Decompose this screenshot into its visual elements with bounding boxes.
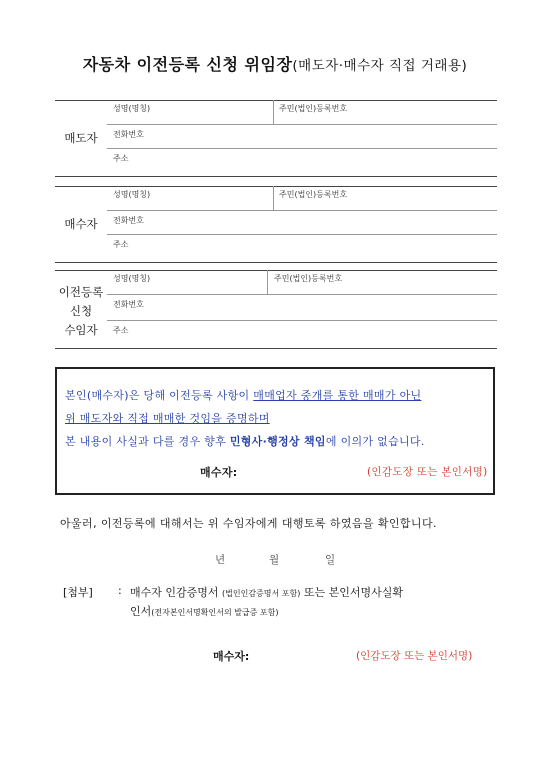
confirmation-text: 아울러, 이전등록에 대해서는 위 수임자에게 대행토록 하였음을 확인합니다.: [60, 517, 437, 530]
date-year: 년: [215, 554, 226, 566]
declaration-line-1: 본인(매수자)은 당해 이전등록 사항이 매매업자 중개를 통한 매매가 아닌: [65, 389, 422, 402]
date-day: 일: [325, 554, 336, 566]
attachment-colon: :: [118, 584, 122, 597]
declaration-line-3: 본 내용이 사실과 다를 경우 향후 민형사·행정상 책임에 이의가 없습니다.: [65, 435, 425, 448]
divider: [273, 186, 274, 211]
divider: [55, 262, 497, 263]
agent-section: [55, 270, 497, 349]
party-label: 매수자: [64, 217, 98, 231]
party-label: 매도자: [64, 131, 98, 145]
divider: [55, 186, 497, 187]
divider: [267, 270, 268, 295]
divider: [55, 100, 497, 101]
name-label: 성명(명칭): [113, 190, 151, 199]
divider: [273, 100, 274, 125]
divider: [55, 176, 497, 177]
buyer-section: [55, 186, 497, 263]
divider: [55, 348, 497, 349]
buyer-signer-label: 매수자:: [200, 466, 238, 479]
seller-section: [55, 100, 497, 177]
document-title: [0, 52, 550, 75]
title-main: 자동차 이전등록 신청 위임장: [82, 55, 293, 74]
id-number-label: 주민(법인)등록번호: [274, 274, 343, 283]
address-label: 주소: [113, 154, 129, 163]
phone-label: 전화번호: [113, 130, 144, 139]
phone-label: 전화번호: [113, 300, 144, 309]
divider: [107, 294, 497, 295]
declaration-line-2: 위 매도자와 직접 매매한 것임을 증명하며: [65, 412, 270, 425]
attachment-line-1: 매수자 인감증명서 (법인인감증명서 포함) 또는 본인서명사실확: [130, 586, 403, 599]
divider: [55, 270, 497, 271]
address-label: 주소: [113, 326, 129, 335]
divider: [107, 124, 497, 125]
title-sub: (매도자·매수자 직접 거래용): [292, 58, 468, 74]
address-label: 주소: [113, 240, 129, 249]
declaration-box: [55, 367, 495, 495]
seal-note: (인감도장 또는 본인서명): [367, 466, 488, 478]
divider: [107, 148, 497, 149]
footer-seal-note: (인감도장 또는 본인서명): [356, 650, 473, 662]
date-month: 월: [269, 554, 280, 566]
id-number-label: 주민(법인)등록번호: [279, 104, 348, 113]
attachment-label: [첨부]: [63, 586, 93, 599]
name-label: 성명(명칭): [113, 104, 151, 113]
name-label: 성명(명칭): [113, 274, 151, 283]
party-label: 이전등록 신청 수임자: [58, 285, 104, 337]
divider: [107, 320, 497, 321]
id-number-label: 주민(법인)등록번호: [279, 190, 348, 199]
divider: [107, 234, 497, 235]
footer-signer-label: 매수자:: [213, 650, 250, 663]
attachment-line-2: 인서(전자본인서명확인서의 발급증 포함): [130, 605, 279, 618]
divider: [107, 210, 497, 211]
phone-label: 전화번호: [113, 216, 144, 225]
